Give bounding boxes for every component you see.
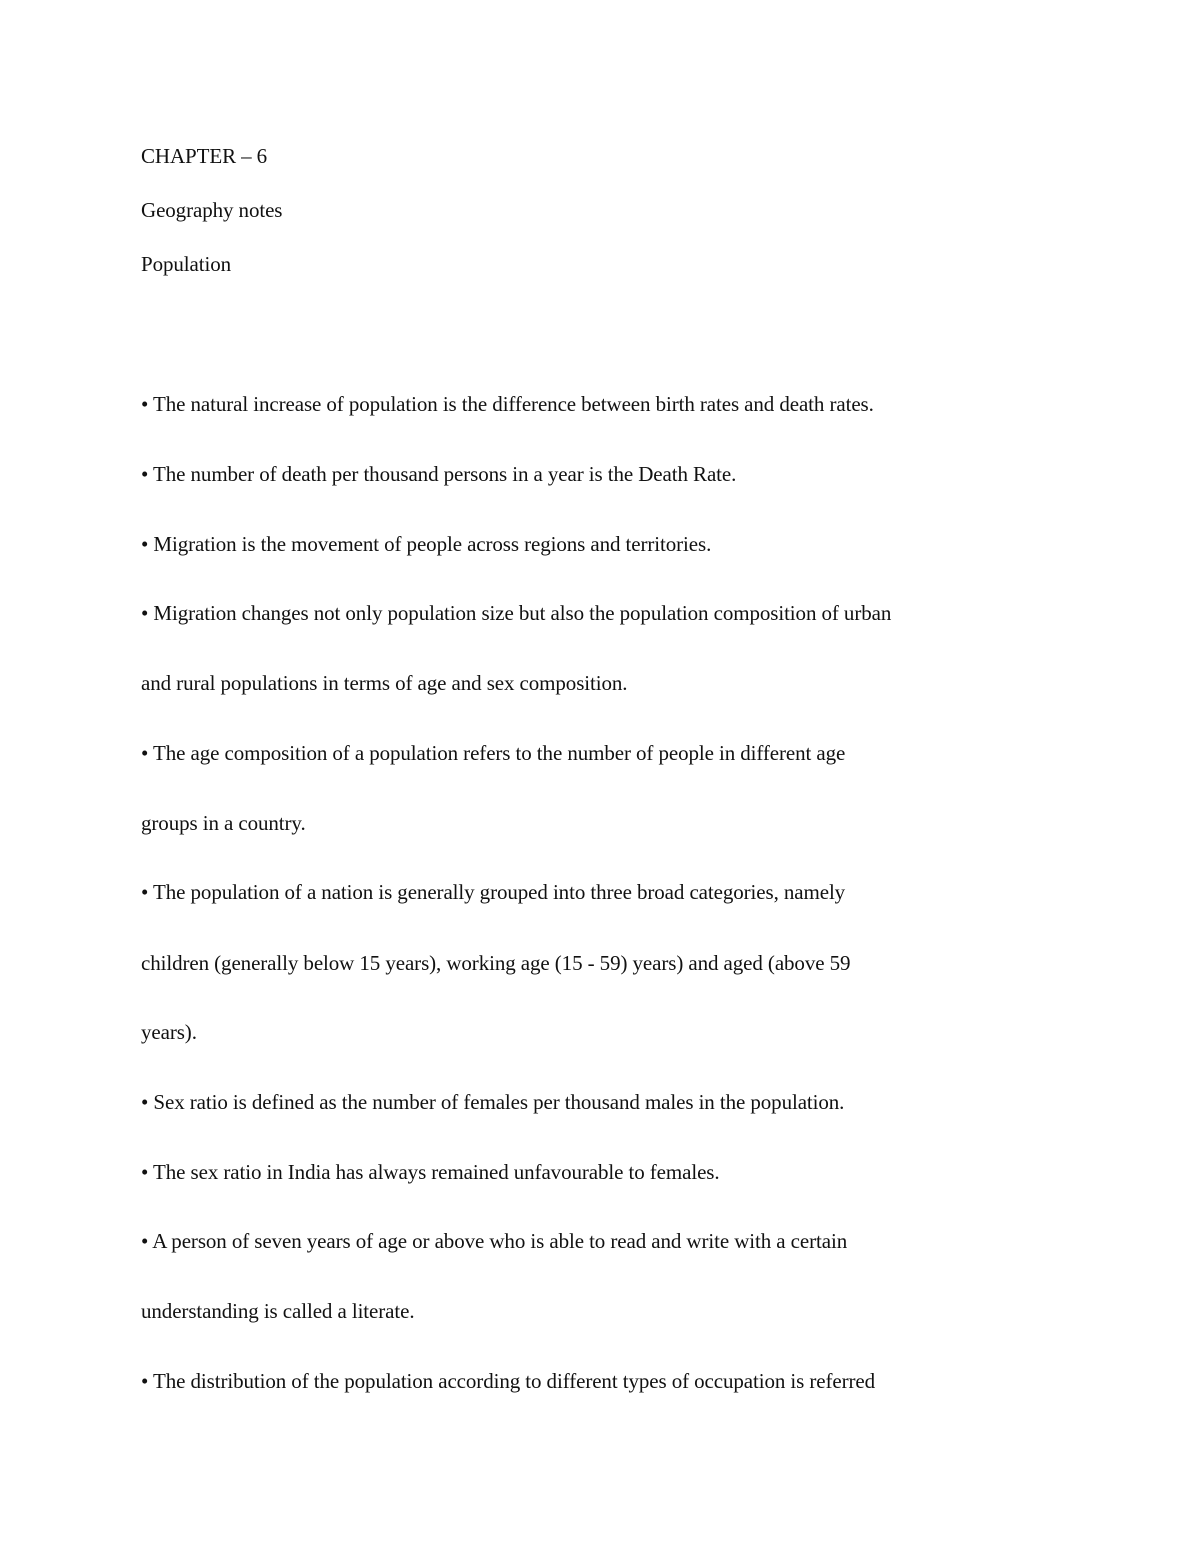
note-line: children (generally below 15 years), working age (15 - 59) years) and aged (above 59: [141, 951, 851, 975]
note-line: • A person of seven years of age or above who is able to read and write with a certain: [141, 1229, 848, 1253]
note-line: • The distribution of the population according to different types of occupation is referred: [141, 1369, 876, 1393]
subject-heading: Geography notes: [141, 198, 283, 222]
note-line: • The population of a nation is generally grouped into three broad categories, namely: [141, 880, 846, 904]
note-line: understanding is called a literate.: [141, 1299, 415, 1323]
note-line: • The sex ratio in India has always remained unfavourable to females.: [141, 1160, 720, 1184]
note-line: years).: [141, 1020, 197, 1044]
note-line: • Migration is the movement of people across regions and territories.: [141, 532, 712, 556]
note-line: • The age composition of a population refers to the number of people in different age: [141, 741, 846, 765]
topic-heading: Population: [141, 252, 232, 276]
note-line: and rural populations in terms of age and sex composition.: [141, 671, 628, 695]
note-line: • Sex ratio is defined as the number of females per thousand males in the population.: [141, 1090, 845, 1114]
note-line: • Migration changes not only population size but also the population composition of urban: [141, 601, 892, 625]
note-line: groups in a country.: [141, 811, 306, 835]
note-line: • The number of death per thousand persons in a year is the Death Rate.: [141, 462, 737, 486]
chapter-heading: CHAPTER – 6: [141, 144, 268, 168]
note-line: • The natural increase of population is the difference between birth rates and death rates.: [141, 392, 874, 416]
